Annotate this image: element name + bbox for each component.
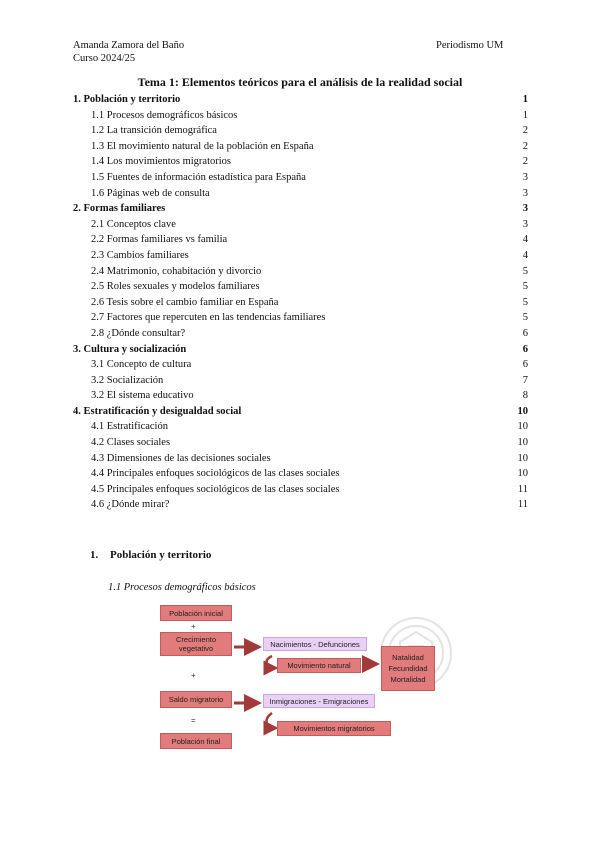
toc-entry-label: 4.4 Principales enfoques sociológicos de las clases sociales [91,468,340,480]
subject-name: Periodismo UM [436,40,504,51]
box-nacimientos-defunciones: Nacimientos - Defunciones [263,637,367,651]
box-movimientos-migratorios: Movimientos migratorios [277,721,391,736]
label-natalidad: Natalidad [392,653,424,662]
section-number: 1. [90,549,99,561]
toc-page-number: 2 [522,125,528,137]
toc-entry-label: 4.1 Estratificación [91,421,168,433]
toc-entry-label: 1.2 La transición demográfica [91,125,217,137]
box-inmigraciones-emigraciones: Inmigraciones - Emigraciones [263,694,375,708]
toc-page-number: 5 [522,265,528,277]
toc-entry-label: 1.3 El movimiento natural de la población en España [91,140,314,152]
toc-entry-label: 4. Estratificación y desigualdad social [73,405,242,417]
toc-entry-label: 1.5 Fuentes de información estadística para España [91,171,306,183]
toc-entry-label: 1. Población y territorio [73,94,181,105]
toc-entry-label: 2.2 Formas familiares vs familia [91,234,228,246]
operator-plus-1: + [191,622,196,631]
toc-entry-label: 1.1 Procesos demográficos básicos [91,109,238,121]
toc-entry-label: 1.4 Los movimientos migratorios [91,156,231,168]
toc-entry-label: 3.2 El sistema educativo [91,390,194,402]
toc-page-number: 3 [522,218,528,230]
toc-entry-label: 4.2 Clases sociales [91,437,171,449]
box-tasas [381,646,435,691]
subsection-heading: 1.1 Procesos demográficos básicos [108,582,256,593]
toc-page-number: 1 [522,94,528,105]
label-mortalidad: Mortalidad [390,675,426,684]
toc-entry-label: 4.3 Dimensiones de las decisiones sociales [91,452,271,464]
toc-entry-label: 2.8 ¿Dónde consultar? [91,327,186,339]
toc-page-number: 5 [522,312,528,324]
toc-page-number: 10 [517,437,528,449]
toc-entry-label: 3.2 Socialización [91,374,164,386]
toc-page-number: 10 [517,421,528,433]
toc-entry-label: 2.5 Roles sexuales y modelos familiares [91,281,260,293]
box-saldo-migratorio: Saldo migratorio [160,691,232,708]
toc-entry-label: 2.6 Tesis sobre el cambio familiar en España [91,296,279,308]
box-poblacion-inicial: Población inicial [160,605,232,621]
toc-entry-label: 3. Cultura y socialización [73,343,187,355]
box-movimiento-natural: Movimiento natural [277,658,361,673]
curved-arrow-movimientos-migratorios [266,713,276,728]
toc-page-number: 11 [517,499,528,511]
toc-entry-label: 2.4 Matrimonio, cohabitación y divorcio [91,265,262,277]
toc-entry-label: 4.6 ¿Dónde mirar? [91,499,170,511]
toc-page-number: 4 [522,249,528,261]
toc-page-number: 5 [522,281,528,293]
box-poblacion-final: Población final [160,733,232,749]
toc-entry-label: 4.5 Principales enfoques sociológicos de las clases sociales [91,483,340,495]
operator-plus-2: + [191,671,196,680]
toc-page-number: 3 [522,203,528,215]
toc-entry-label: 1.6 Páginas web de consulta [91,187,210,199]
course-year: Curso 2024/25 [73,53,136,64]
label-fecundidad: Fecundidad [388,664,428,673]
toc-page-number: 3 [522,187,528,199]
toc-page-number: 3 [522,171,528,183]
box-crecimiento-vegetativo: Crecimiento vegetativo [160,632,232,656]
author-name: Amanda Zamora del Baño [73,40,185,51]
toc-page-number: 2 [522,156,528,168]
toc-page-number: 1 [522,109,528,121]
document-title: Tema 1: Elementos teóricos para el análisis de la realidad social [137,75,463,89]
toc-page-number: 2 [522,140,528,152]
toc-page-number: 10 [517,405,528,417]
toc-page-number: 8 [522,390,528,402]
toc-page-number: 10 [517,468,528,480]
toc-page-number: 6 [522,343,528,355]
toc-page-number: 7 [522,374,528,386]
toc-page-number: 10 [517,452,528,464]
toc-entry-label: 2.7 Factores que repercuten en las tendencias familiares [91,312,326,324]
toc-entry-label: 2.3 Cambios familiares [91,249,189,261]
toc-page-number: 4 [522,234,528,246]
toc-page-number: 11 [517,483,528,495]
toc-entry-label: 2.1 Conceptos clave [91,218,176,230]
toc-entry-label: 2. Formas familiares [73,203,166,215]
toc-page-number: 6 [522,327,528,339]
toc-entry-label: 3.1 Concepto de cultura [91,359,192,371]
toc-page-number: 6 [522,359,528,371]
toc-page-number: 5 [522,296,528,308]
section-title: Población y territorio [110,549,212,561]
operator-equals: = [191,716,196,725]
curved-arrow-movimiento-natural [266,656,276,668]
